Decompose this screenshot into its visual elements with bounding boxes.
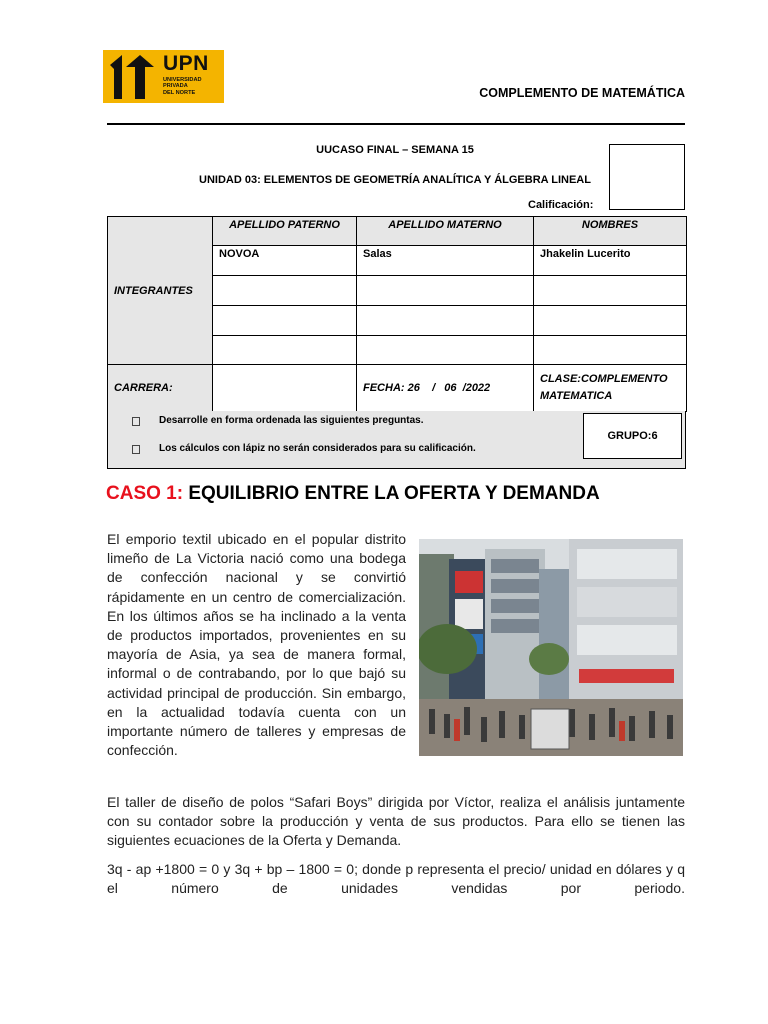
- carrera-label: CARRERA:: [108, 365, 213, 412]
- unit-title: UNIDAD 03: ELEMENTOS DE GEOMETRÍA ANALÍTICA Y ÁLGEBRA LINEAL: [199, 174, 591, 186]
- cell-apellido-materno[interactable]: Salas: [357, 246, 534, 276]
- cell-apellido-materno[interactable]: [357, 276, 534, 306]
- upn-arrow-icon: [106, 53, 160, 101]
- case-equations: 3q - ap +1800 = 0 y 3q + bp – 1800 = 0; donde p representa el precio/ unidad en dólares y q el número de unidades vendidas por periodo.: [107, 861, 685, 897]
- document-title: UUCASO FINAL – SEMANA 15: [316, 144, 474, 156]
- instruction-item: Los cálculos con lápiz no serán considerados para su calificación.: [159, 443, 476, 454]
- cell-apellido-paterno[interactable]: [213, 336, 357, 365]
- header-divider: [107, 123, 685, 125]
- integrantes-label: INTEGRANTES: [108, 217, 213, 365]
- cell-apellido-materno[interactable]: [357, 306, 534, 336]
- case-heading: [106, 483, 600, 505]
- header-nombres: NOMBRES: [534, 217, 687, 246]
- grade-box[interactable]: [609, 144, 685, 210]
- carrera-value[interactable]: [213, 365, 357, 412]
- cell-apellido-paterno[interactable]: [213, 276, 357, 306]
- bullet-icon: [132, 445, 140, 454]
- logo-text: UPN: [163, 52, 209, 75]
- upn-logo: [103, 50, 224, 103]
- cell-nombres[interactable]: Jhakelin Lucerito: [534, 246, 687, 276]
- fecha-field: FECHA: 26 / 06 /2022: [357, 365, 534, 412]
- clase-field: CLASE:COMPLEMENTO MATEMATICA: [534, 365, 687, 412]
- students-table: [107, 216, 687, 412]
- cell-nombres[interactable]: [534, 306, 687, 336]
- course-name: COMPLEMENTO DE MATEMÁTICA: [479, 86, 685, 100]
- bullet-icon: [132, 417, 140, 426]
- instruction-item: Desarrolle en forma ordenada las siguientes preguntas.: [159, 415, 424, 426]
- cell-nombres[interactable]: [534, 336, 687, 365]
- case-title: EQUILIBRIO ENTRE LA OFERTA Y DEMANDA: [183, 483, 600, 504]
- grupo-box: GRUPO:6: [583, 413, 682, 459]
- cell-nombres[interactable]: [534, 276, 687, 306]
- logo-subtitle: UNIVERSIDAD PRIVADA DEL NORTE: [163, 77, 202, 96]
- cell-apellido-paterno[interactable]: [213, 306, 357, 336]
- grade-label: Calificación:: [528, 199, 594, 211]
- case-paragraph-1: El emporio textil ubicado en el popular distrito limeño de La Victoria nació como una bodega de confección nacional y se convirtió rápidamente en un centro de comercialización. En los últimos años se ha inclinado a la venta de productos importados, provenientes en su mayoría de Asia, ya sea de manera formal, informal o de contrabando, por lo que bajó su actividad principal de producción. Sin embargo, en la actualidad todavía cuenta con un importante número de talleres y empresas de confección.: [107, 531, 406, 759]
- case-label: CASO 1:: [106, 483, 184, 504]
- cell-apellido-materno[interactable]: [357, 336, 534, 365]
- header-apellido-materno: APELLIDO MATERNO: [357, 217, 534, 246]
- case-paragraph-2: El taller de diseño de polos “Safari Boys” dirigida por Víctor, realiza el análisis juntamente con su contador sobre la producción y venta de sus productos. Para ello se tienen las siguientes ecuaciones de la Oferta y Demanda.: [107, 794, 685, 849]
- cell-apellido-paterno[interactable]: NOVOA: [213, 246, 357, 276]
- header-apellido-paterno: APELLIDO PATERNO: [213, 217, 357, 246]
- street-market-photo: [419, 539, 683, 756]
